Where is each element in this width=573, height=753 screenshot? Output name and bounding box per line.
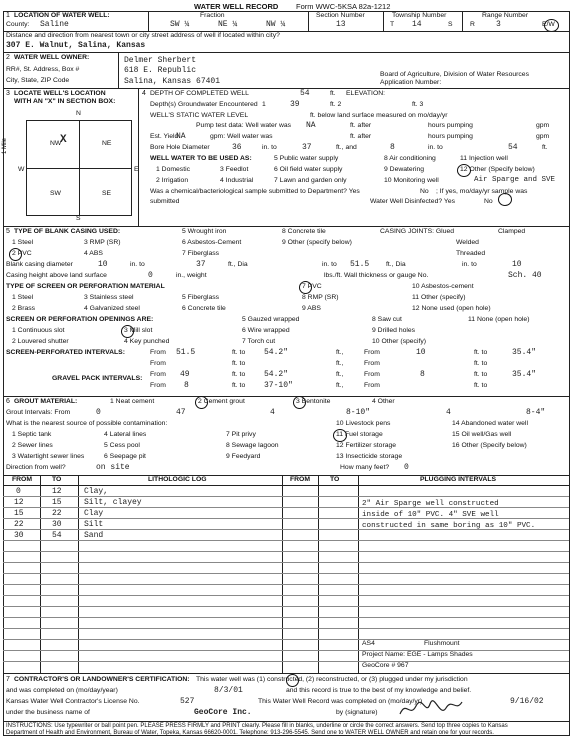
fraction-1[interactable]: SW ¼ bbox=[170, 20, 190, 29]
fraction-label: Fraction bbox=[200, 12, 225, 19]
township-value[interactable]: 14 bbox=[412, 20, 422, 29]
use-other-value[interactable]: Air Sparge and SVE bbox=[474, 176, 556, 184]
disinfected-no-mark bbox=[498, 193, 512, 206]
rr-label: RR#, St. Address, Box # bbox=[6, 66, 80, 73]
form-number: Form WWC-5 bbox=[296, 2, 342, 11]
county-label: County: bbox=[6, 21, 30, 28]
form-title: WATER WELL RECORD bbox=[194, 2, 279, 11]
owner-value[interactable]: Delmer Sherbert bbox=[124, 56, 197, 65]
plugging-note-2: inside of 10" PVC. 4" SVE well bbox=[362, 511, 499, 519]
signature bbox=[396, 698, 466, 720]
location-label: LOCATION OF WATER WELL: bbox=[14, 12, 110, 19]
water-well-record-form: WATER WELL RECORD Form WWC-5 KSA 82a-1212 1 LOCATION OF WATER WELL: County: Saline Fraction SW ¼ NE ¼ NW ¼ Section Number 13 Township Number T 14 S Range Number R 3 E/W Distance and direction from nearest town or city street address of well if located within city? 307 E. Walnut, Salina, Kansas 2 WATER WELL OWNER: Delmer Sherbert RR#, St. Address, Box # 618 E. Republic City, State, ZIP Code Salina, Kansas 67401 Board of Agriculture, Division of Water Resources Application Number: 3 LOCATE WELL'S LOCATION WITH AN "X" IN SECTION BOX: N NW X NE SW SE W E S 1 Mile 4 DEPTH OF COMPLETED WELL 54 ft. ELEVATION: Depth(s) Groundwater Encountered 1 39 ft. 2 ft. 3 WELL'S STATIC WATER LEVEL ft. below land surface measured on mo/day/yr Pump test data: Well water was NA ft. after hours pumping gpm Est. Yield NA gpm: Well water was ft. after hours pumping gpm Bore Hole Diameter 36 in. to 37 ft., and 8 in. to 54 ft. WELL WATER TO BE USED AS: 5 Public water supply 8 Air conditioning 11 Injection well 1 Domestic 3 Feedlot 6 Oil field water supply 9 Dewatering 12 Other (Specify below) 2 Irrigation 4 Industrial 7 Lawn and garden only 10 Monitoring well Air Sparge and SVE Was a chemical/bacteriological sample submitted to Department? Yes No ; If yes, mo/day/yr sample was submitted Water Well Disinfected? Yes No 5 TYPE OF BLANK CASING USED: 5 Wrought iron 8 Concrete tile CASING JOINTS: Glued Clamped 1 Steel 3 RMP (SR) 6 Asbestos-Cement 9 Other (specify below) Welded 2 PVC 4 ABS 7 Fiberglass Threaded Blank casing diameter 10 in. to 37 ft., Dia in. to 51.5 ft., Dia in. to 10 Casing height above land surface 0 in., weight lbs./ft. Wall thickness or gauge No. Sch. 40 TYPE OF SCREEN OR PERFORATION MATERIAL 7 PVC 10 Asbestos-cement 1 Steel 3 Stainless steel 5 Fiberglass 8 RMP (SR) 11 Other (specify) 2 Brass 4 Galvanized steel 6 Concrete tile 9 ABS 12 None used (open hole) SCREEN OR PERFORATION OPENINGS ARE: 5 Gauzed wrapped 8 Saw cut 11 None (open hole) 1 Continuous slot 3 Mill slot 6 Wire wrapped 9 Drilled holes 2 Louvered shutter 4 Key punched 7 Torch cut 10 Other (specify) SCREEN-PERFORATED INTERVALS: From 51.5 ft. to 54.2" ft., From 10 ft. to 35.4" From ft. to ft., From ft. to GRAVEL PACK INTERVALS: From 49 ft. to 54.2" ft., From 8 ft. to 35.4" From 8 ft. to 37-10" ft., From ft. to 6 GROUT MATERIAL: 1 Neat cement 2 Cement grout 3 Bentonite 4 Other Grout Intervals: From 0 47 4 8-10" 4 8-4" What is the nearest source of possible contamination: 10 Livestock pens 14 Abandoned water well 1 Septic tank 4 Lateral lines 7 Pit privy 11 Fuel storage 15 Oil well/Gas well 2 Sewer lines 5 Cess pool 8 Sewage lagoon 12 Fertilizer storage 16 Other (Specify below) 3 Watertight sewer lines 6 Seepage pit 9 Feedyard 13 Insecticide storage Direction from well? on site How many feet? 0 FROM TO LITHOLOGIC LOG FROM TO PLUGGING INTERVALS 0 12 Clay, 12 15 Silt, clayey 15 22 Clay 22 30 Silt 30 54 Sand 2" Air Sparge well constructed inside of 10" PVC. 4" SVE well constructed in same boring as 10" PVC. AS4 Flushmount Project Name: EGE - Lamps Shades GeoCore # 967 7 CONTRACTOR'S OR LANDOWNER'S CERTIFICATION: This water well was (1) constructed, (2) reconstructed, or (3) plugged under my jurisdiction and was completed on (mo/day/year) 8/3/01 and this record is true to the best of my knowledge and belief. Kansas Water Well Contractor's License No. 527 This Water Well Record was completed on (mo/day/yr) 9/16/02 under the business name of GeoCore Inc. by (signature) INSTRUCTIONS: Use typewriter or ball point pen. PLEASE PRESS FIRMLY and PRINT clearly. Please fill in blanks, underline or circle the correct answers. Send top three copies to Kansas Department of Health and Environment, Bureau of Water, Topeka, Kansas 66620-0001. Telephone: 913-296-5545. Send one to WATER WELL OWNER and retain one for your records. bbox=[0, 0, 573, 753]
board-text: Board of Agriculture, Division of Water Resources bbox=[380, 71, 529, 78]
city-label: City, State, ZIP Code bbox=[6, 77, 70, 84]
range-ew: E/W bbox=[542, 21, 555, 28]
mill-slot-circle bbox=[121, 325, 134, 338]
county-value[interactable]: Saline bbox=[40, 20, 69, 29]
as4-label: AS4 bbox=[362, 640, 375, 647]
quad-nw: NW bbox=[50, 140, 62, 147]
app-label: Application Number: bbox=[380, 79, 442, 86]
ksa-number: KSA 82a-1212 bbox=[342, 2, 391, 11]
plugging-note-1: 2" Air Sparge well constructed bbox=[362, 500, 499, 508]
fraction-3[interactable]: NW ¼ bbox=[266, 20, 286, 29]
bentonite-circle bbox=[293, 396, 306, 409]
distance-value[interactable]: 307 E. Walnut, Salina, Kansas bbox=[6, 41, 146, 50]
section-label: Section Number bbox=[316, 12, 365, 19]
project-name: Project Name: EGE - Lamps Shades bbox=[362, 651, 473, 658]
use-12-circle bbox=[457, 164, 471, 177]
location-mark[interactable]: X bbox=[60, 134, 67, 146]
city-value[interactable]: Salina, Kansas 67401 bbox=[124, 77, 221, 86]
screen-pvc-circle bbox=[299, 281, 312, 294]
cement-grout-circle bbox=[195, 396, 208, 409]
owner-label: WATER WELL OWNER: bbox=[14, 54, 90, 61]
fuel-storage-circle bbox=[333, 429, 347, 442]
section-value[interactable]: 13 bbox=[336, 20, 346, 29]
flushmount-label: Flushmount bbox=[424, 640, 460, 647]
geocore-number: GeoCore # 967 bbox=[362, 662, 409, 669]
sec1-num: 1 bbox=[6, 12, 10, 19]
plugging-note-3: constructed in same boring as 10" PVC. bbox=[362, 522, 536, 530]
distance-label: Distance and direction from nearest town or city street address of well if located within city? bbox=[6, 32, 280, 39]
range-value[interactable]: 3 bbox=[496, 20, 501, 29]
constructed-circle bbox=[286, 674, 299, 687]
section-box bbox=[26, 120, 132, 216]
township-label: Township Number bbox=[392, 12, 447, 19]
instructions-1: INSTRUCTIONS: Use typewriter or ball point pen. PLEASE PRESS FIRMLY and PRINT clearly. Please fill in blanks, underline or circle the correct answers. Send top three copies to Kansas bbox=[6, 723, 508, 729]
range-label: Range Number bbox=[482, 12, 529, 19]
fraction-2[interactable]: NE ¼ bbox=[218, 20, 238, 29]
instructions-2: Department of Health and Environment, Bureau of Water, Topeka, Kansas 66620-0001. Telephone: 913-296-5545. Send one to WATER WELL OWNER and retain one for your records. bbox=[6, 730, 494, 736]
rr-value[interactable]: 618 E. Republic bbox=[124, 66, 197, 75]
casing-pvc-circle bbox=[9, 248, 22, 261]
